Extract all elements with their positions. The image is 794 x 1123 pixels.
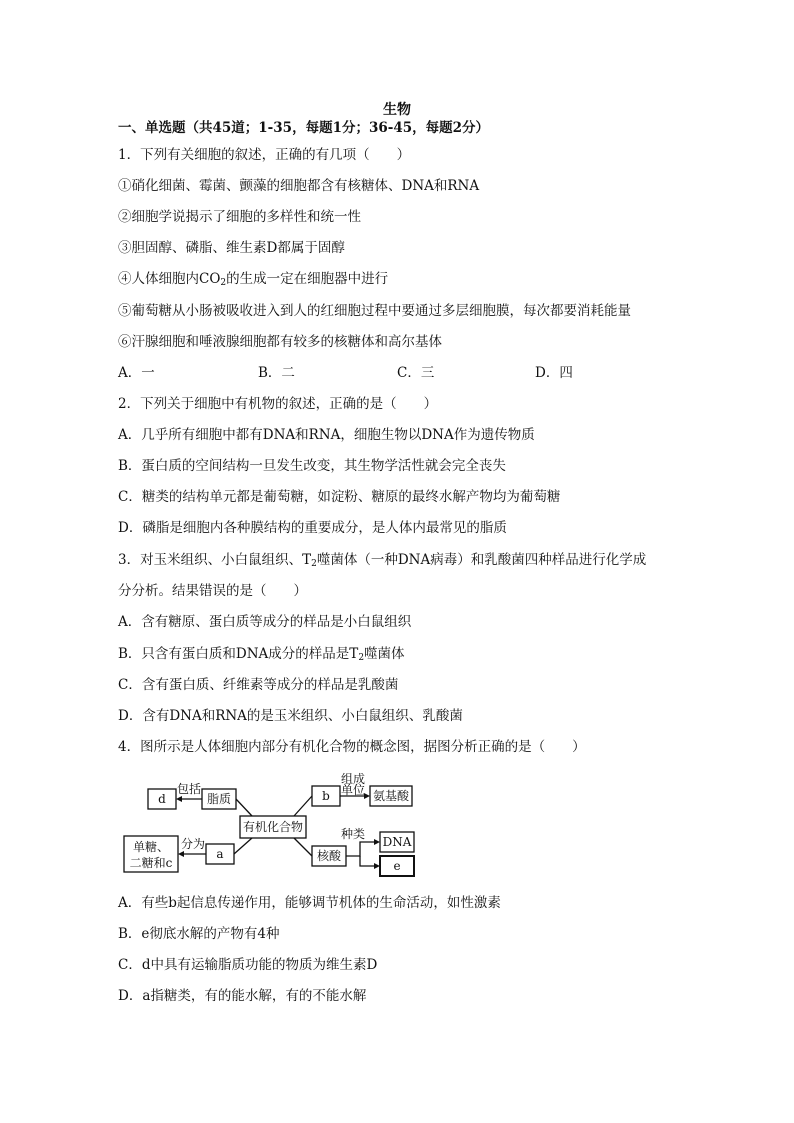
- diagram-label-nucleic: 核酸: [316, 849, 342, 863]
- diagram-label-center: 有机化合物: [242, 820, 304, 834]
- statement-4-text: ④人体细胞内CO: [118, 271, 221, 287]
- subscript-2: 2: [358, 653, 365, 663]
- question-1-option-d[interactable]: D．四: [535, 365, 573, 381]
- page-title: 生物: [383, 102, 411, 118]
- diagram-label-include: 包括: [176, 782, 202, 796]
- concept-diagram: [122, 772, 422, 884]
- question-2-option-a[interactable]: A．几乎所有细胞中都有DNA和RNA，细胞生物以DNA作为遗传物质: [118, 427, 535, 443]
- q3-stem-text-end: 噬菌体（一种DNA病毒）和乳酸菌四种样品进行化学成: [316, 552, 647, 568]
- question-3-stem-line-2: 分分析。结果错误的是（ ）: [118, 583, 307, 599]
- question-1-statement-2: ②细胞学说揭示了细胞的多样性和统一性: [118, 209, 361, 225]
- diagram-label-b: b: [322, 789, 330, 803]
- diagram-label-dna: DNA: [382, 835, 412, 849]
- question-1-statement-5: ⑤葡萄糖从小肠被吸收进入到人的红细胞过程中要通过多层细胞膜，每次都要消耗能量: [118, 303, 631, 319]
- q3-b-text: B．只含有蛋白质和DNA成分的样品是T: [118, 646, 359, 662]
- q3-stem-text: 3．对玉米组织、小白鼠组织、T: [118, 552, 312, 568]
- question-1-option-a[interactable]: A．一: [118, 365, 155, 381]
- question-1-statement-4: [118, 270, 388, 292]
- diagram-label-unit-2: 单位: [340, 783, 366, 797]
- subscript-2: 2: [311, 559, 317, 569]
- question-1-stem: 1．下列有关细胞的叙述，正确的有几项（ ）: [118, 147, 411, 163]
- question-1-statement-1: ①硝化细菌、霉菌、颤藻的细胞都含有核糖体、DNA和RNA: [118, 178, 480, 194]
- diagram-label-unit-1: 组成: [340, 772, 366, 786]
- question-4-option-c[interactable]: C．d中具有运输脂质功能的物质为维生素D: [118, 957, 378, 973]
- question-2-option-d[interactable]: D．磷脂是细胞内各种膜结构的重要成分，是人体内最常见的脂质: [118, 520, 507, 536]
- diagram-label-amino: 氨基酸: [372, 789, 410, 803]
- question-4-option-b[interactable]: B．e彻底水解的产物有4种: [118, 926, 280, 942]
- subscript-2: 2: [220, 278, 227, 288]
- question-2-option-c[interactable]: C．糖类的结构单元都是葡萄糖，如淀粉、糖原的最终水解产物均为葡萄糖: [118, 489, 561, 505]
- question-1-option-c[interactable]: C．三: [397, 365, 435, 381]
- statement-4-text-end: 的生成一定在细胞器中进行: [226, 271, 389, 287]
- question-4-option-a[interactable]: A．有些b起信息传递作用，能够调节机体的生命活动，如性激素: [118, 895, 501, 911]
- question-2-option-b[interactable]: B．蛋白质的空间结构一旦发生改变，其生物学活性就会完全丧失: [118, 458, 506, 474]
- question-1-statement-3: ③胆固醇、磷脂、维生素D都属于固醇: [118, 240, 345, 256]
- question-3-option-d[interactable]: D．含有DNA和RNA的是玉米组织、小白鼠组织、乳酸菌: [118, 708, 463, 724]
- diagram-label-sugar-2: 二糖和c: [129, 856, 173, 870]
- question-4-stem: 4．图所示是人体细胞内部分有机化合物的概念图，据图分析正确的是（ ）: [118, 739, 586, 755]
- question-4-option-d[interactable]: D．a指糖类，有的能水解，有的不能水解: [118, 988, 367, 1004]
- question-1-statement-6: ⑥汗腺细胞和唾液腺细胞都有较多的核糖体和高尔基体: [118, 334, 442, 350]
- question-2-stem: 2．下列关于细胞中有机物的叙述，正确的是（ ）: [118, 396, 438, 412]
- diagram-label-sugar-1: 单糖、: [132, 840, 170, 854]
- diagram-label-lipid: 脂质: [206, 792, 232, 806]
- q3-b-text-end: 噬菌体: [364, 646, 405, 662]
- section-heading: 一、单选题（共45道；1-35，每题1分；36-45，每题2分）: [118, 120, 490, 136]
- diagram-label-kind: 种类: [340, 827, 366, 841]
- question-3-option-a[interactable]: A．含有糖原、蛋白质等成分的样品是小白鼠组织: [118, 614, 412, 630]
- diagram-label-a: a: [216, 847, 224, 861]
- question-3-stem-line-1: [118, 551, 646, 573]
- question-3-option-b[interactable]: [118, 645, 405, 667]
- question-1-option-b[interactable]: B．二: [258, 365, 295, 381]
- diagram-label-divide: 分为: [180, 837, 206, 851]
- question-3-option-c[interactable]: C．含有蛋白质、纤维素等成分的样品是乳酸菌: [118, 677, 399, 693]
- diagram-label-d: d: [158, 792, 166, 806]
- diagram-label-e: e: [393, 859, 401, 873]
